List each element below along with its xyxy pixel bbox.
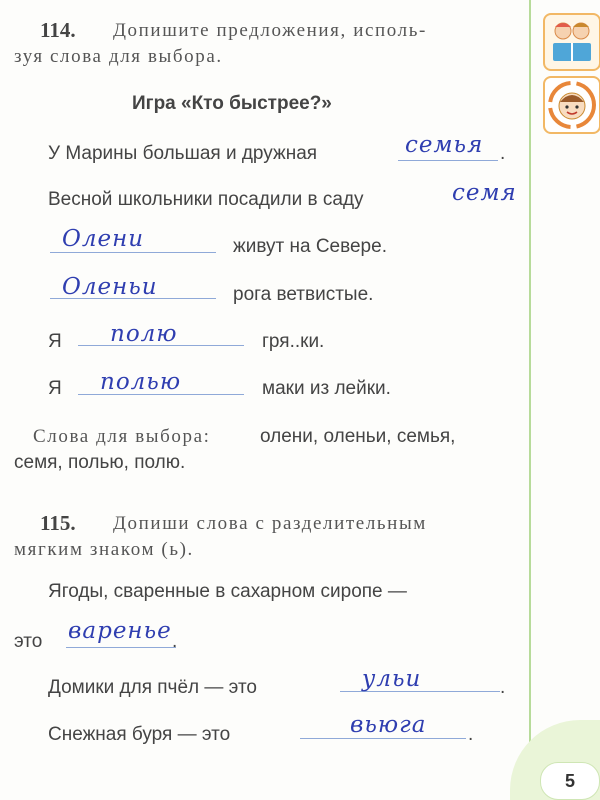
question-2-answer: ульи bbox=[362, 666, 422, 692]
question-3-text: Снежная буря — это bbox=[48, 724, 231, 745]
question-1-answer: варенье bbox=[68, 618, 172, 644]
sentence-3-text: живут на Севере. bbox=[233, 236, 387, 257]
sentence-1-blank bbox=[398, 160, 498, 161]
choice-label: Слова для выбора: bbox=[33, 426, 211, 447]
children-reading-icon bbox=[543, 13, 600, 71]
choice-words-line1: олени, оленьи, семья, bbox=[260, 426, 456, 447]
sentence-5-answer: полю bbox=[110, 321, 178, 347]
sentence-3-answer: Олени bbox=[62, 226, 145, 252]
sentence-2-text: Весной школьники посадили в саду bbox=[48, 189, 364, 210]
exercise-114-task-line2: зуя слова для выбора. bbox=[14, 46, 223, 67]
exercise-115-task-line1: Допиши слова с разделительным bbox=[113, 513, 427, 534]
sentence-6-start: Я bbox=[48, 378, 62, 399]
question-3-end: . bbox=[468, 724, 474, 745]
exercise-114-task-line1: Допишите предложения, исполь- bbox=[113, 20, 427, 41]
question-1-start: это bbox=[14, 631, 43, 652]
choice-words-line2: семя, полью, полю. bbox=[14, 452, 186, 473]
sentence-1-answer: семья bbox=[405, 132, 484, 158]
question-1-blank bbox=[66, 647, 176, 648]
sentence-5-text: гря..ки. bbox=[262, 331, 325, 352]
margin-line bbox=[529, 0, 531, 760]
question-2-end: . bbox=[500, 677, 506, 698]
sentence-4-text: рога ветвистые. bbox=[233, 284, 374, 305]
sentence-2-answer: семя bbox=[452, 180, 517, 206]
game-title: Игра «Кто быстрее?» bbox=[132, 93, 332, 114]
exercise-115-number: 115. bbox=[40, 511, 76, 535]
question-3-blank bbox=[300, 738, 466, 739]
page-number: 5 bbox=[540, 762, 600, 800]
sentence-1-end: . bbox=[500, 143, 506, 164]
question-1-end: . bbox=[172, 631, 178, 652]
sentence-4-answer: Оленьи bbox=[62, 274, 158, 300]
sentence-6-text: маки из лейки. bbox=[262, 378, 391, 399]
sentence-6-answer: полью bbox=[100, 369, 182, 395]
sentence-5-start: Я bbox=[48, 331, 62, 352]
exercise-114-number: 114. bbox=[40, 18, 76, 42]
sentence-3-blank bbox=[50, 252, 216, 253]
question-2-text: Домики для пчёл — это bbox=[48, 677, 257, 698]
boy-face-cycle-icon bbox=[543, 76, 600, 134]
question-1-line1: Ягоды, сваренные в сахарном сиропе — bbox=[48, 581, 407, 602]
exercise-115-task-line2: мягким знаком (ь). bbox=[14, 539, 194, 560]
question-3-answer: вьюга bbox=[350, 712, 427, 738]
sentence-1-text: У Марины большая и дружная bbox=[48, 143, 318, 164]
